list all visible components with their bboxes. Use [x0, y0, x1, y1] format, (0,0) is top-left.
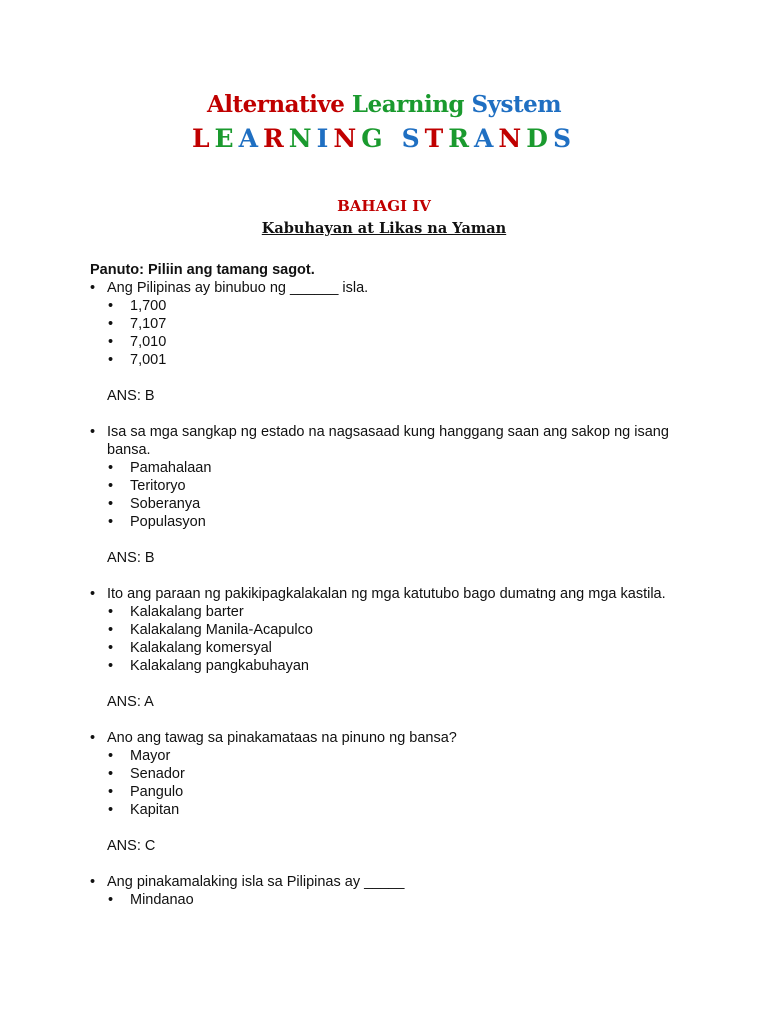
- option-label: Kapitan: [130, 802, 180, 818]
- option-item: [90, 621, 690, 639]
- bullet-icon: •: [108, 766, 114, 782]
- question-text: [90, 279, 690, 297]
- option-label: Mindanao: [130, 892, 194, 908]
- option-list: [90, 459, 690, 531]
- strands-letter: E: [214, 124, 239, 153]
- question-text: [90, 585, 690, 603]
- option-item: [90, 297, 690, 315]
- question-list: [90, 279, 690, 909]
- option-label: Mayor: [130, 748, 171, 764]
- bullet-icon: •: [108, 352, 114, 368]
- strands-letter: I: [316, 124, 334, 153]
- option-item: [90, 765, 690, 783]
- bullet-icon: •: [108, 604, 114, 620]
- bullet-icon: •: [108, 784, 114, 800]
- bullet-icon: •: [108, 748, 114, 764]
- bullet-icon: •: [108, 496, 114, 512]
- option-item: [90, 801, 690, 819]
- question-label: Ang Pilipinas ay binubuo ng ______ isla.: [107, 280, 369, 296]
- option-label: 1,700: [130, 298, 167, 314]
- question-item: [90, 423, 690, 567]
- option-item: [90, 513, 690, 531]
- section-subtitle: Kabuhayan at Likas na Yaman: [261, 220, 507, 237]
- strands-letter: T: [424, 124, 449, 153]
- strands-letter: G: [361, 124, 388, 153]
- bullet-icon: •: [108, 334, 114, 350]
- option-label: Kalakalang pangkabuhayan: [130, 658, 309, 674]
- option-list: [90, 603, 690, 675]
- bullet-icon: •: [108, 460, 114, 476]
- strands-letter: R: [263, 124, 289, 153]
- option-label: Populasyon: [130, 514, 206, 530]
- als-title-word: Alternative: [206, 91, 345, 118]
- option-item: [90, 495, 690, 513]
- bullet-icon: •: [108, 892, 114, 908]
- question-label: Ano ang tawag sa pinakamataas na pinuno ng bansa?: [107, 730, 457, 746]
- als-title: [0, 91, 768, 118]
- bullet-icon: •: [108, 478, 114, 494]
- question-item: [90, 873, 690, 909]
- bullet-icon: •: [108, 658, 114, 674]
- option-label: Senador: [130, 766, 185, 782]
- bullet-icon: •: [90, 874, 96, 890]
- question-item: [90, 729, 690, 855]
- bullet-icon: •: [108, 298, 114, 314]
- strands-letter: A: [474, 124, 499, 153]
- strands-letter: N: [498, 124, 527, 153]
- strands-letter: N: [288, 124, 317, 153]
- question-item: [90, 585, 690, 711]
- option-label: Soberanya: [130, 496, 201, 512]
- bullet-icon: •: [108, 622, 114, 638]
- option-item: [90, 477, 690, 495]
- option-item: [90, 603, 690, 621]
- answer-key: ANS: B: [107, 550, 155, 566]
- option-label: 7,107: [130, 316, 167, 332]
- bullet-icon: •: [108, 514, 114, 530]
- instructions: Panuto: Piliin ang tamang sagot.: [90, 262, 315, 278]
- bullet-icon: •: [108, 802, 114, 818]
- option-item: [90, 315, 690, 333]
- answer-key: ANS: C: [107, 838, 156, 854]
- option-label: Kalakalang barter: [130, 604, 244, 620]
- question-text: [90, 729, 690, 747]
- option-item: [90, 783, 690, 801]
- option-label: Pangulo: [130, 784, 184, 800]
- strands-letter: S: [401, 124, 425, 153]
- als-title-word: System: [471, 91, 562, 118]
- question-text: [90, 423, 690, 459]
- strands-letter: A: [238, 124, 263, 153]
- question-text: [90, 873, 690, 891]
- strands-letter: S: [552, 124, 577, 153]
- option-item: [90, 657, 690, 675]
- option-label: 7,001: [130, 352, 167, 368]
- strands-letter: D: [526, 124, 553, 153]
- als-title-word: Learning: [351, 91, 464, 118]
- question-label: Ito ang paraan ng pakikipagkalakalan ng mga katutubo bago dumatng ang mga kastila.: [107, 586, 666, 602]
- option-label: Pamahalaan: [130, 460, 212, 476]
- question-label: Ang pinakamalaking isla sa Pilipinas ay _____: [107, 874, 405, 890]
- option-item: [90, 747, 690, 765]
- answer-key: ANS: B: [107, 388, 155, 404]
- option-item: [90, 891, 690, 909]
- strands-letter: R: [448, 124, 475, 153]
- option-label: Kalakalang Manila-Acapulco: [130, 622, 313, 638]
- option-list: [90, 747, 690, 819]
- option-item: [90, 333, 690, 351]
- bullet-icon: •: [108, 640, 114, 656]
- option-label: 7,010: [130, 334, 167, 350]
- bullet-icon: •: [90, 280, 96, 296]
- option-list: [90, 891, 690, 909]
- bullet-icon: •: [90, 586, 96, 602]
- question-label: Isa sa mga sangkap ng estado na nagsasaad kung hanggang saan ang sakop ng isang bansa.: [107, 424, 669, 458]
- strands-letter: L: [191, 124, 215, 153]
- option-label: Teritoryo: [130, 478, 186, 494]
- option-item: [90, 459, 690, 477]
- option-list: [90, 297, 690, 369]
- answer-key: ANS: A: [107, 694, 154, 710]
- option-label: Kalakalang komersyal: [130, 640, 272, 656]
- bullet-icon: •: [108, 316, 114, 332]
- bullet-icon: •: [90, 730, 96, 746]
- bullet-icon: •: [90, 424, 96, 440]
- option-item: [90, 351, 690, 369]
- learning-strands-title: [0, 124, 768, 153]
- questionnaire: [90, 261, 690, 927]
- section-heading: BAHAGI IV: [337, 197, 431, 215]
- question-item: [90, 279, 690, 405]
- strands-letter: N: [333, 124, 362, 153]
- option-item: [90, 639, 690, 657]
